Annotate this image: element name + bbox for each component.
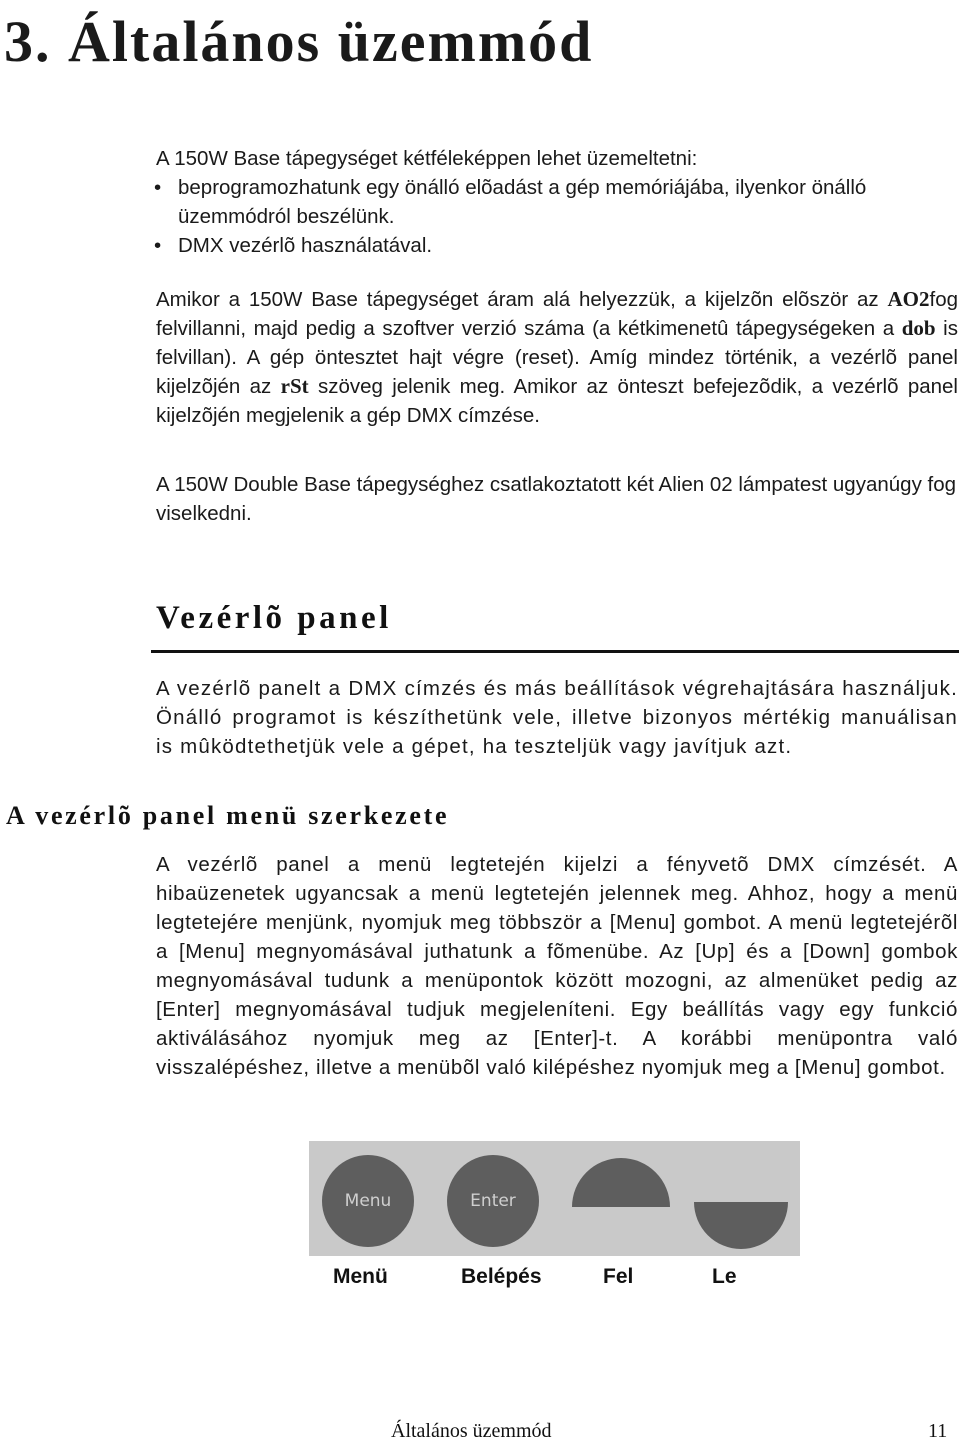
button-labels — [0, 1265, 960, 1295]
heading-rule — [151, 650, 959, 653]
intro-bullet-list — [156, 173, 958, 260]
list-item — [156, 231, 958, 260]
label-menu: Menü — [333, 1265, 388, 1288]
section-heading-control-panel: Vezérlõ panel — [156, 600, 392, 636]
control-panel-buttons-image — [309, 1141, 800, 1256]
text-run: Amikor a 150W Base tápegységet áram alá helyezzük, a kijelzõn elõször az — [156, 288, 888, 311]
bullet-icon: • — [154, 176, 162, 199]
section-heading-menu-structure: A vezérlõ panel menü szerkezete — [6, 801, 450, 830]
up-arrow-icon — [569, 1155, 673, 1211]
text-run: szöveg jelenik meg. Amikor az önteszt befejezõdik, a vezérlõ panel kijelzõjén megjelenik a gép DMX címzése. — [156, 375, 958, 427]
page-footer — [391, 1418, 953, 1444]
label-enter: Belépés — [461, 1265, 542, 1288]
label-down: Le — [712, 1265, 737, 1288]
page-number: 11 — [928, 1420, 948, 1442]
text-run: is felvillan). A gép öntesztet hajt végre (reset). Amíg mindez történik, a vezérlõ panel kijelzõjén az — [156, 317, 958, 398]
text-run: fog felvillanni, majd pedig a szoftver verzió száma (a kétkimenetû tápegységeken a — [156, 288, 958, 340]
menu-button-graphic: Menu — [322, 1155, 414, 1247]
intro-paragraph-double-base: A 150W Double Base tápegységhez csatlakoztatott két Alien 02 lámpatest ugyanúgy fog viselkedni. — [156, 473, 957, 525]
control-panel-paragraph: A vezérlõ panelt a DMX címzés és más beállítások végrehajtására használjuk. Önálló programot is készíthetünk vele, illetve bizonyos mértékig manuálisan is mûködtethetjük vele a gépet, ha teszteljük vagy javítjuk azt. — [156, 677, 958, 758]
list-item — [156, 173, 958, 231]
list-item-text: beprogramozhatunk egy önálló elõadást a gép memóriájába, ilyenkor önálló üzemmódról beszélünk. — [178, 176, 867, 228]
display-code: AO2 — [887, 287, 930, 311]
down-arrow-icon — [691, 1199, 791, 1251]
menu-structure-paragraph: A vezérlõ panel a menü legtetején kijelzi a fényvetõ DMX címzését. A hibaüzenetek ugyancsak a menü legtetején jelennek meg. Ahhoz, hogy a menü legtetejére menjünk, nyomjuk meg többször a [Menu] gombot. A menü legtetejérõl a [Menu] megnyomásával juthatunk a fõmenübe. Az [Up] és a [Down] gombok megnyomásával tudunk a menüpontok között mozogni, az almenüket pedig az [Enter] megnyomásával tudjuk megjeleníteni. Egy beállítás vagy egy funkció aktiválásához nyomjuk meg az [Enter]-t. A korábbi menüpontra való visszalépéshez, illetve a menübõl való kilépéshez nyomjuk meg a [Menu] gombot. — [156, 853, 958, 1079]
intro-paragraph-startup — [156, 285, 958, 430]
enter-button-graphic: Enter — [447, 1155, 539, 1247]
bullet-icon: • — [154, 234, 162, 257]
label-up: Fel — [603, 1265, 634, 1288]
footer-title: Általános üzemmód — [391, 1420, 552, 1442]
list-item-text: DMX vezérlõ használatával. — [178, 234, 433, 257]
display-code: rSt — [280, 374, 309, 398]
intro-lead: A 150W Base tápegységet kétféleképpen lehet üzemeltetni: — [156, 147, 698, 170]
display-code: dob — [901, 316, 936, 340]
chapter-title: 3. Általános üzemmód — [4, 9, 594, 74]
